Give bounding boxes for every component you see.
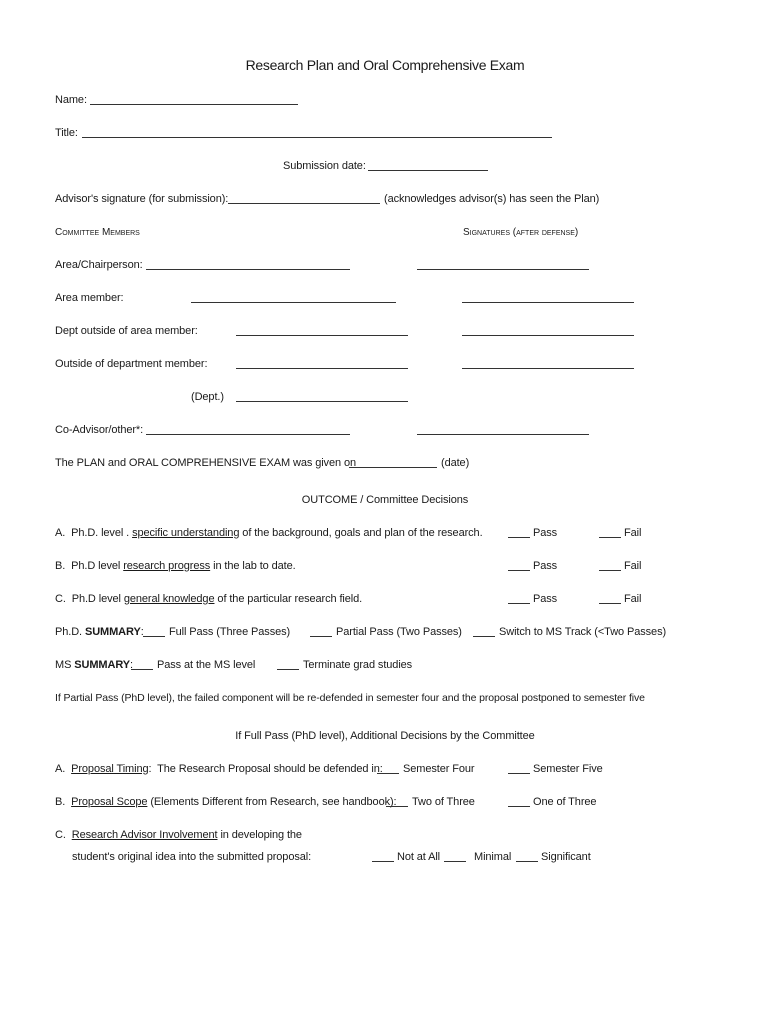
semester-five-blank[interactable]: [508, 773, 530, 774]
ms-summary-prefix: MS: [55, 659, 75, 671]
dept-outside-name-field[interactable]: [236, 335, 408, 336]
outcome-b-rest: in the lab to date.: [210, 560, 296, 572]
area-chair-label: Area/Chairperson:: [55, 259, 143, 271]
outcome-b-text: [55, 560, 296, 573]
full-pass-header: If Full Pass (PhD level), Additional Decisions by the Committee: [235, 730, 535, 742]
page-title: Research Plan and Oral Comprehensive Exam: [245, 57, 525, 73]
outcome-a-fail-blank[interactable]: [599, 537, 621, 538]
area-member-label: Area member:: [55, 292, 124, 304]
outcome-b-fail-blank[interactable]: [599, 570, 621, 571]
outcome-c-rest: of the particular research field.: [214, 593, 363, 605]
minimal-blank[interactable]: [444, 861, 466, 862]
submission-date-label: Submission date:: [283, 160, 366, 172]
committee-members-header: Committee Members: [55, 227, 140, 238]
date-label: (date): [441, 457, 470, 469]
phd-summary-suffix: :: [140, 626, 144, 638]
partial-pass-label: Partial Pass (Two Passes): [336, 626, 462, 638]
partial-pass-note: If Partial Pass (PhD level), the failed component will be re-defended in semester four and the proposal postponed to semester five: [55, 692, 645, 704]
area-chair-name-field[interactable]: [146, 269, 350, 270]
name-label: Name:: [55, 94, 87, 106]
dept-outside-signature-field[interactable]: [462, 335, 634, 336]
outside-dept-label: Outside of department member:: [55, 358, 208, 370]
advisor-signature-note: (acknowledges advisor(s) has seen the Plan): [384, 193, 600, 205]
outcome-a-rest: of the background, goals and plan of the research.: [239, 527, 483, 539]
outcome-a-text: [55, 527, 483, 540]
semester-four-label: Semester Four: [403, 763, 475, 775]
switch-ms-label: Switch to MS Track (<Two Passes): [499, 626, 667, 638]
co-advisor-name-field[interactable]: [146, 434, 350, 435]
pass-ms-blank[interactable]: [131, 669, 153, 670]
decision-b-underline: Proposal Scope: [71, 796, 148, 808]
terminate-label: Terminate grad studies: [303, 659, 413, 671]
outcome-header: OUTCOME / Committee Decisions: [301, 494, 469, 506]
significant-label: Significant: [541, 851, 591, 863]
switch-ms-blank[interactable]: [473, 636, 495, 637]
outcome-b-pass-label: Pass: [533, 560, 558, 572]
pass-ms-label: Pass at the MS level: [157, 659, 256, 671]
area-chair-signature-field[interactable]: [417, 269, 589, 270]
area-member-signature-field[interactable]: [462, 302, 634, 303]
dept-field[interactable]: [236, 401, 408, 402]
co-advisor-signature-field[interactable]: [417, 434, 589, 435]
submission-date-field[interactable]: [368, 170, 488, 171]
decision-c-rest: in developing the: [217, 829, 302, 841]
partial-pass-blank[interactable]: [310, 636, 332, 637]
ms-summary-suffix: :: [130, 659, 133, 671]
advisor-signature-field[interactable]: [228, 203, 380, 204]
outcome-b-underline: research progress: [123, 560, 211, 572]
outcome-c-fail-blank[interactable]: [599, 603, 621, 604]
semester-four-blank[interactable]: [377, 773, 399, 774]
decision-a-prefix: A.: [55, 763, 72, 775]
decision-c-underline: Research Advisor Involvement: [71, 829, 218, 841]
outcome-a-pass-blank[interactable]: [508, 537, 530, 538]
outcome-a-underline: specific understanding: [132, 527, 240, 539]
decision-b-prefix: B.: [55, 796, 72, 808]
outside-dept-name-field[interactable]: [236, 368, 408, 369]
outcome-a-prefix: A. Ph.D. level .: [55, 527, 133, 539]
one-of-three-blank[interactable]: [508, 806, 530, 807]
phd-summary-prefix: Ph.D.: [55, 626, 85, 638]
co-advisor-label: Co-Advisor/other*:: [55, 424, 144, 436]
outcome-b-pass-blank[interactable]: [508, 570, 530, 571]
not-at-all-label: Not at All: [397, 851, 441, 863]
given-on-label: The PLAN and ORAL COMPREHENSIVE EXAM was given on: [55, 457, 356, 469]
decision-a-text: [55, 763, 383, 776]
outcome-c-pass-label: Pass: [533, 593, 558, 605]
outcome-a-fail-label: Fail: [624, 527, 642, 539]
decision-c-prefix: C.: [55, 829, 72, 841]
ms-summary-bold: SUMMARY: [74, 659, 130, 671]
two-of-three-label: Two of Three: [412, 796, 475, 808]
advisor-signature-label: Advisor's signature (for submission):: [55, 193, 229, 205]
signatures-header: Signatures (after defense): [463, 227, 579, 238]
outside-dept-signature-field[interactable]: [462, 368, 634, 369]
outcome-c-fail-label: Fail: [624, 593, 642, 605]
outcome-c-underline: general knowledge: [123, 593, 215, 605]
dept-label: (Dept.): [191, 391, 224, 403]
outcome-c-pass-blank[interactable]: [508, 603, 530, 604]
terminate-blank[interactable]: [277, 669, 299, 670]
decision-b-rest: (Elements Different from Research, see handbook):: [147, 796, 397, 808]
decision-c-text: [55, 829, 302, 842]
not-at-all-blank[interactable]: [372, 861, 394, 862]
decision-a-rest: : The Research Proposal should be defended in:: [148, 763, 383, 775]
full-pass-label: Full Pass (Three Passes): [169, 626, 291, 638]
outcome-c-prefix: C. Ph.D level: [55, 593, 124, 605]
area-member-name-field[interactable]: [191, 302, 396, 303]
title-field[interactable]: [82, 137, 552, 138]
title-label: Title:: [55, 127, 78, 139]
phd-summary-bold: SUMMARY: [84, 626, 141, 638]
decision-a-underline: Proposal Timing: [71, 763, 149, 775]
outcome-a-pass-label: Pass: [533, 527, 558, 539]
minimal-label: Minimal: [474, 851, 512, 863]
decision-b-text: [55, 796, 397, 809]
outcome-b-fail-label: Fail: [624, 560, 642, 572]
outcome-b-prefix: B. Ph.D level: [55, 560, 124, 572]
name-field[interactable]: [90, 104, 298, 105]
outcome-c-text: [55, 593, 362, 606]
semester-five-label: Semester Five: [533, 763, 603, 775]
exam-date-field[interactable]: [349, 467, 437, 468]
phd-summary-label: [55, 626, 144, 639]
dept-outside-label: Dept outside of area member:: [55, 325, 198, 337]
two-of-three-blank[interactable]: [386, 806, 408, 807]
decision-c-line2: student's original idea into the submitted proposal:: [72, 851, 312, 863]
significant-blank[interactable]: [516, 861, 538, 862]
full-pass-blank[interactable]: [143, 636, 165, 637]
ms-summary-label: [55, 659, 133, 672]
one-of-three-label: One of Three: [533, 796, 597, 808]
